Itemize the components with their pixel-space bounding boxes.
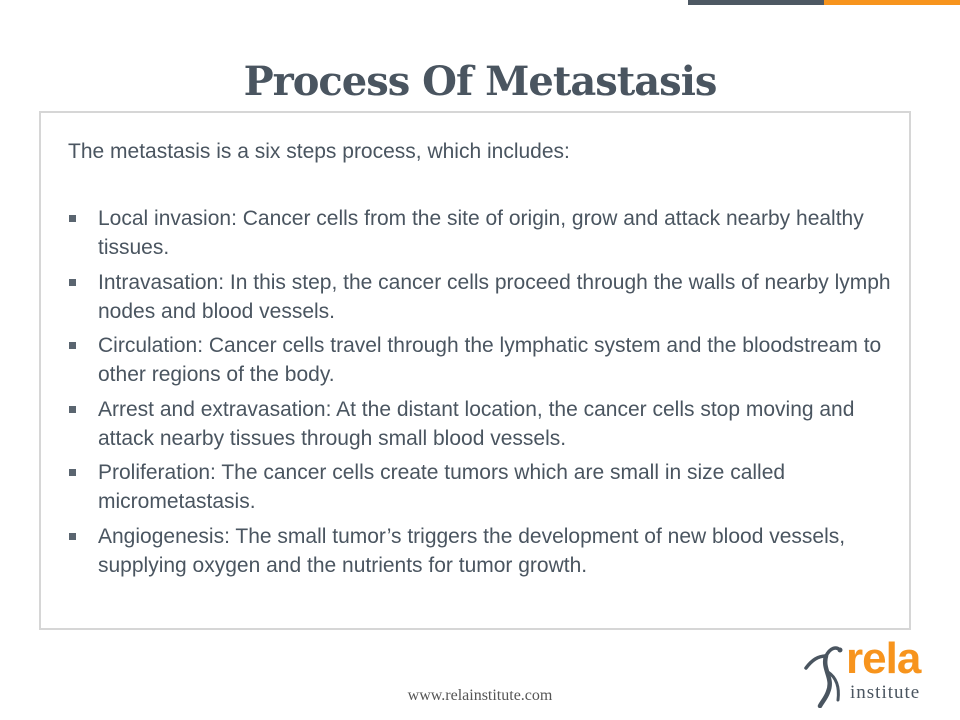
step-text: Local invasion: Cancer cells from the site of origin, grow and attack nearby healthy tissues. xyxy=(98,207,864,259)
step-text: Proliferation: The cancer cells create tumors which are small in size called micrometastasis. xyxy=(98,461,786,513)
list-item xyxy=(66,458,896,516)
square-bullet-icon xyxy=(69,406,76,413)
steps-list xyxy=(66,204,896,585)
list-item xyxy=(66,395,896,453)
logo-wordmark: rela xyxy=(846,634,921,683)
square-bullet-icon xyxy=(69,342,76,349)
slide-title: Process Of Metastasis xyxy=(243,58,717,105)
intro-text: The metastasis is a six steps process, which includes: xyxy=(68,140,570,163)
step-text: Angiogenesis: The small tumor’s triggers the development of new blood vessels, supplying oxygen and the nutrients for tumor growth. xyxy=(98,524,846,577)
square-bullet-icon xyxy=(69,533,76,540)
rela-logo xyxy=(800,634,940,708)
square-bullet-icon xyxy=(69,279,76,286)
step-text: Arrest and extravasation: At the distant location, the cancer cells stop moving and attack nearby tissues through small blood vessels. xyxy=(98,397,855,450)
list-item xyxy=(66,204,896,262)
list-item xyxy=(66,522,896,580)
list-item xyxy=(66,268,896,326)
list-item xyxy=(66,331,896,389)
square-bullet-icon xyxy=(69,469,76,476)
top-accent-bar-dark xyxy=(688,0,824,5)
footer-url: www.relainstitute.com xyxy=(407,687,553,704)
top-accent-bar-orange xyxy=(824,0,960,5)
logo-subtitle: institute xyxy=(850,682,921,703)
step-text: Circulation: Cancer cells travel through the lymphatic system and the bloodstream to other regions of the body. xyxy=(98,334,882,386)
square-bullet-icon xyxy=(69,215,76,222)
content-box xyxy=(39,111,911,630)
rela-figure-icon xyxy=(800,642,848,708)
step-text: Intravasation: In this step, the cancer cells proceed through the walls of nearby lymph nodes and blood vessels. xyxy=(98,270,891,323)
